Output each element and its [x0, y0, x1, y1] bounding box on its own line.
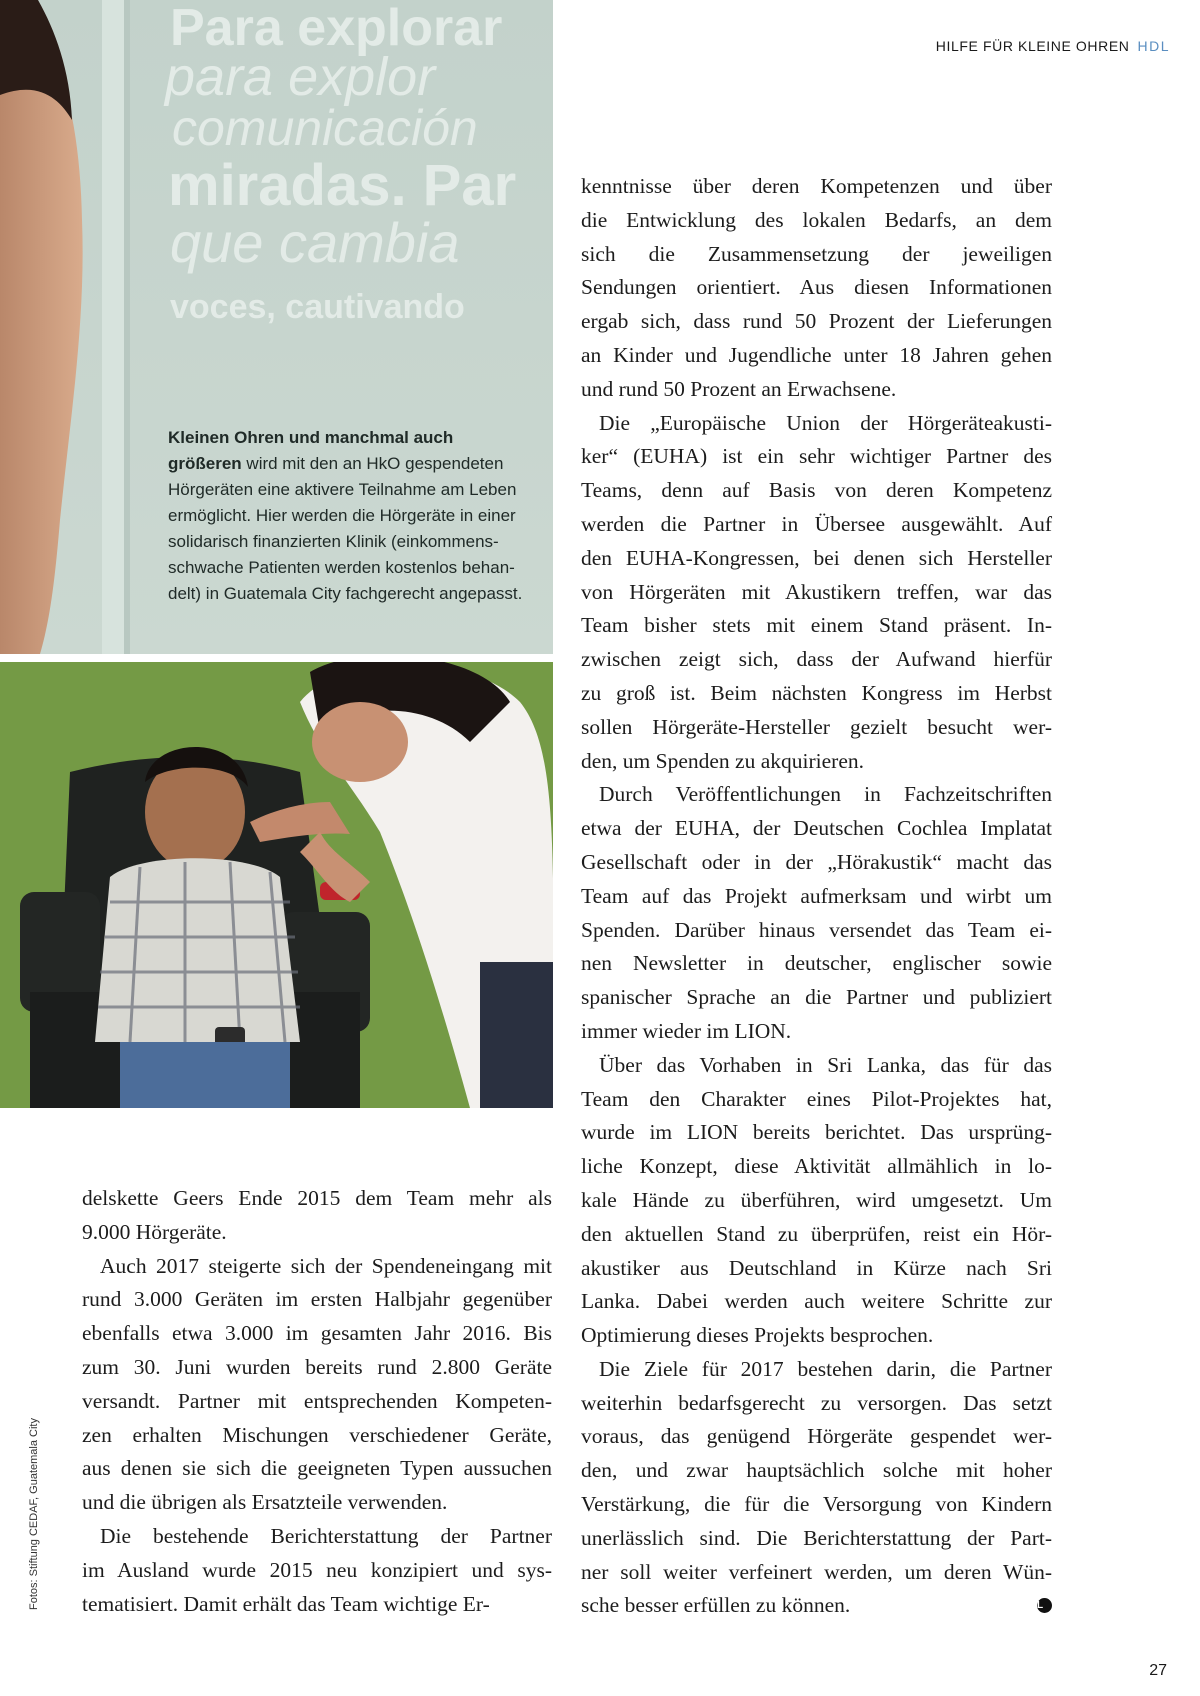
caption-line: ermöglicht. Hier werden die Hörgeräte in einer — [168, 506, 516, 525]
text-line: den EUHA-Kongressen, bei denen sich Hersteller — [581, 545, 1052, 570]
text-line: kenntnisse über deren Kompetenzen und über — [581, 174, 1052, 198]
wall-text-4: miradas. Par — [168, 153, 517, 218]
left-text-column — [82, 1182, 552, 1621]
text-line: wurde im LION bereits berichtet. Das ursprüng- — [581, 1120, 1052, 1145]
text-line: spanischer Sprache an die Partner und publiziert — [581, 985, 1052, 1010]
caption-line: größeren wird mit den an HkO gespendeten — [168, 454, 504, 473]
end-of-article-icon: L — [1037, 1598, 1052, 1613]
text-line: Über das Vorhaben in Sri Lanka, das für das — [599, 1052, 1052, 1077]
text-line: tematisiert. Damit erhält das Team wichtige Er- — [82, 1591, 490, 1616]
photo-caption — [168, 425, 528, 607]
text-line: zum 30. Juni wurden bereits rund 2.800 Geräte — [82, 1354, 552, 1379]
text-line: Die „Europäische Union der Hörgeräteakusti- — [599, 410, 1052, 435]
wall-text-6: voces, cautivando — [170, 288, 465, 326]
text-line: etwa der EUHA, der Deutschen Cochlea Implatat — [581, 816, 1052, 841]
paragraph — [82, 1182, 552, 1250]
caption-line: Kleinen Ohren und manchmal auch — [168, 428, 454, 447]
paragraph — [581, 1049, 1052, 1353]
text-line: weiterhin bedarfsgerecht zu versorgen. Das setzt — [581, 1390, 1052, 1415]
caption-line: schwache Patienten werden kostenlos behan- — [168, 558, 515, 577]
caption-line: Hörgeräten eine aktivere Teilnahme am Leben — [168, 480, 517, 499]
text-line: Optimierung dieses Projekts besprochen. — [581, 1323, 934, 1348]
running-header — [936, 38, 1170, 54]
text-line: von Hörgeräten mit Akustikern treffen, war das — [581, 579, 1052, 604]
paragraph — [82, 1520, 552, 1621]
text-line: den, um Spenden zu akquirieren. — [581, 748, 864, 773]
right-text-column — [581, 170, 1052, 1623]
text-line: immer wieder im LION. — [581, 1018, 792, 1043]
text-line: Auch 2017 steigerte sich der Spendeneingang mit — [100, 1253, 552, 1278]
wall-text-1: Para explorar — [170, 0, 503, 57]
text-line: Team den Charakter eines Pilot-Projektes hat, — [581, 1086, 1052, 1111]
text-line: nen Newsletter in deutscher, englischer sowie — [581, 951, 1052, 976]
text-line: zen erhalten Mischungen verschiedener Geräte, — [82, 1422, 552, 1447]
wall-text-3: comunicación — [172, 100, 478, 156]
wall-text-5: que cambia — [170, 211, 460, 274]
text-line: voraus, das genügend Hörgeräte gespendet wer- — [581, 1424, 1052, 1449]
paragraph — [581, 778, 1052, 1048]
section-tag: HDL — [1137, 38, 1170, 54]
text-line: an Kinder und Jugendliche unter 18 Jahren gehen — [581, 342, 1052, 367]
section-title: HILFE FÜR KLEINE OHREN — [935, 38, 1130, 54]
text-line: ergab sich, dass rund 50 Prozent der Lieferungen — [581, 309, 1052, 334]
text-line: aus denen sie sich die geeigneten Typen aussuchen — [82, 1456, 552, 1481]
text-line: Durch Veröffentlichungen in Fachzeitschriften — [599, 782, 1052, 807]
text-line: 9.000 Hörgeräte. — [82, 1219, 227, 1244]
text-line: im Ausland wurde 2015 neu konzipiert und sys- — [82, 1557, 552, 1582]
text-line: liche Konzept, diese Aktivität allmählich in lo- — [581, 1154, 1052, 1179]
caption-line: solidarisch finanzierten Klinik (einkommens- — [168, 532, 499, 551]
text-line: werden die Partner in Übersee ausgewählt. Auf — [581, 511, 1052, 536]
paragraph — [581, 1353, 1052, 1623]
photo-clinic-wall — [0, 0, 553, 654]
text-line: Team auf das Projekt aufmerksam und wirbt um — [581, 883, 1052, 908]
text-line: ebenfalls etwa 3.000 im gesamten Jahr 2016. Bis — [82, 1321, 552, 1346]
text-line: sollen Hörgeräte-Hersteller gezielt besucht wer- — [581, 714, 1052, 739]
text-line: Team bisher stets mit einem Stand präsent. In- — [581, 613, 1052, 638]
text-line: sich die Zusammensetzung der jeweiligen — [581, 241, 1052, 266]
paragraph — [581, 407, 1052, 779]
text-line: zwischen zeigt sich, dass der Aufwand hierfür — [581, 647, 1052, 672]
text-line: zu groß ist. Beim nächsten Kongress im Herbst — [581, 680, 1052, 705]
page-number: 27 — [1149, 1662, 1167, 1679]
text-line: Verstärkung, die für die Versorgung von Kindern — [581, 1492, 1052, 1517]
text-line: ker“ (EUHA) ist ein sehr wichtiger Partner des — [581, 444, 1052, 469]
text-line: unerlässlich sind. Die Berichterstattung der Part- — [581, 1525, 1052, 1550]
text-line: und rund 50 Prozent an Erwachsene. — [581, 376, 897, 401]
text-line: akustiker aus Deutschland in Kürze nach Sri — [581, 1255, 1052, 1280]
text-line: ner soll weiter verfeinert werden, um deren Wün- — [581, 1559, 1052, 1584]
paragraph — [82, 1250, 552, 1520]
paragraph — [581, 170, 1052, 407]
text-line: versandt. Partner mit entsprechenden Kompeten- — [82, 1388, 552, 1413]
text-line: Lanka. Dabei werden auch weitere Schritte zur — [581, 1289, 1052, 1314]
text-line: Gesellschaft oder in der „Hörakustik“ macht das — [581, 849, 1052, 874]
text-line: und die übrigen als Ersatzteile verwenden. — [82, 1490, 448, 1515]
text-line: Teams, denn auf Basis von deren Kompetenz — [581, 478, 1052, 503]
text-line: den aktuellen Stand zu überprüfen, reist ein Hör- — [581, 1221, 1052, 1246]
text-line: kale Hände zu überführen, wird umgesetzt. Um — [581, 1187, 1052, 1212]
text-line: Spenden. Darüber hinaus versendet das Team ei- — [581, 917, 1052, 942]
text-line: sche besser erfüllen zu können. L — [581, 1589, 1052, 1623]
text-line: den, und zwar hauptsächlich solche mit hoher — [581, 1458, 1052, 1483]
text-line: Sendungen orientiert. Aus diesen Informationen — [581, 275, 1052, 300]
text-line: Die Ziele für 2017 bestehen darin, die Partner — [599, 1356, 1052, 1381]
photo-credit: Fotos: Stiftung CEDAF, Guatemala City — [28, 1418, 40, 1610]
wall-text-2: para explor — [165, 47, 436, 107]
text-line: rund 3.000 Geräten im ersten Halbjahr gegenüber — [82, 1287, 552, 1312]
photo-hearing-aid-fitting — [0, 662, 553, 1108]
caption-line: delt) in Guatemala City fachgerecht angepasst. — [168, 584, 523, 603]
text-line: die Entwicklung des lokalen Bedarfs, an dem — [581, 207, 1052, 232]
photo-fitting-illustration — [0, 662, 553, 1108]
text-line: Die bestehende Berichterstattung der Partner — [100, 1523, 552, 1548]
text-line: delskette Geers Ende 2015 dem Team mehr als — [82, 1186, 552, 1210]
